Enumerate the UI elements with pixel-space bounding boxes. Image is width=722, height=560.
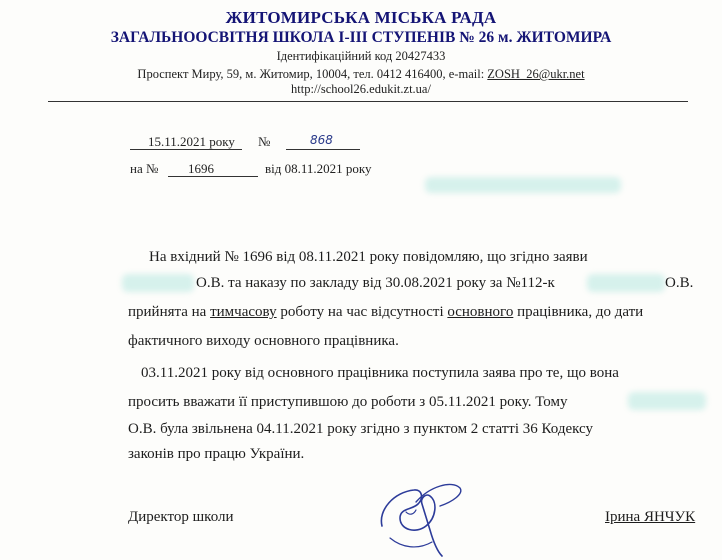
council-name: ЖИТОМИРСЬКА МІСЬКА РАДА <box>225 8 497 27</box>
redaction-name-2 <box>587 274 665 292</box>
body-line-7: О.В. була звільнена 04.11.2021 року згідно з пунктом 2 статті 36 Кодексу <box>128 421 593 437</box>
address-text: Проспект Миру, 59, м. Житомир, 10004, тел. 0412 416400, e-mail: <box>137 67 488 81</box>
identification-code: Ідентифікаційний код 20427433 <box>276 49 446 63</box>
body-line-3b: роботу на час відсутності <box>276 304 448 320</box>
contact-line <box>0 67 722 82</box>
outgoing-number: 868 <box>310 133 333 147</box>
reply-number-field <box>168 161 258 177</box>
body-line-3 <box>128 304 643 321</box>
body-line-3a: прийнята на <box>128 304 211 320</box>
body-line-4: фактичного виходу основного працівника. <box>128 333 399 349</box>
redaction-name-3 <box>628 392 706 410</box>
handwritten-signature <box>360 468 470 560</box>
body-line-3c: працівника, до дати <box>513 304 644 320</box>
school-name: ЗАГАЛЬНООСВІТНЯ ШКОЛА І-ІІІ СТУПЕНІВ № 26 м. ЖИТОМИРА <box>110 29 612 46</box>
main-word: основного <box>447 304 514 320</box>
signatory-position: Директор школи <box>128 509 234 525</box>
email-link[interactable]: ZOSH_26@ukr.net <box>487 67 585 81</box>
signatory-name: Ірина ЯНЧУК <box>605 509 696 525</box>
reply-number: 1696 <box>188 161 214 176</box>
outgoing-date: 15.11.2021 року <box>148 134 235 149</box>
body-line-8: законів про працю України. <box>128 446 305 462</box>
outgoing-number-field <box>286 134 360 150</box>
outgoing-date-field <box>130 134 242 150</box>
body-line-2a: О.В. та наказу по закладу від 30.08.2021 року за №112-к <box>196 275 555 291</box>
body-line-6: просить вважати її приступившою до роботи з 05.11.2021 року. Тому <box>128 394 568 410</box>
body-line-5: 03.11.2021 року від основного працівника поступила заява про те, що вона <box>141 365 619 381</box>
website-link[interactable]: http://school26.edukit.zt.ua/ <box>291 82 431 96</box>
redaction-addressee <box>425 177 621 193</box>
header-divider <box>48 101 688 102</box>
redaction-name-1 <box>122 274 194 292</box>
temporary-word: тимчасову <box>210 304 277 320</box>
reply-prefix: на № <box>130 161 159 176</box>
body-line-1: На вхідний № 1696 від 08.11.2021 року повідомляю, що згідно заяви <box>149 249 588 265</box>
number-label: № <box>258 134 271 149</box>
body-line-2b: О.В. <box>665 275 694 291</box>
reply-date: від 08.11.2021 року <box>265 161 372 176</box>
